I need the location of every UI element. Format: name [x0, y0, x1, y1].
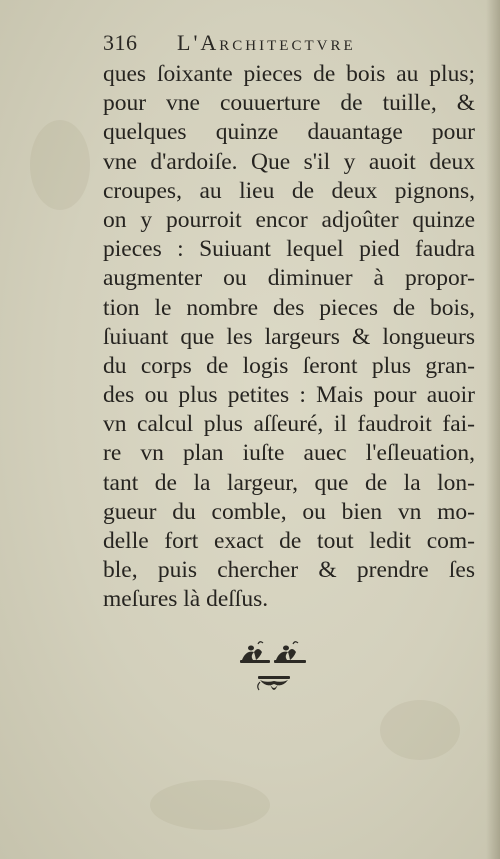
- body-text: [103, 60, 475, 615]
- text-line: tant de la largeur, que de la lon-: [103, 469, 475, 496]
- text-line: augmenter ou diminuer à propor-: [103, 265, 475, 292]
- paper-stain: [150, 780, 270, 830]
- text-line: gueur du comble, ou bien vn mo-: [103, 498, 475, 525]
- text-line: vne d'ardoiſe. Que s'il y auoit deux: [103, 148, 475, 175]
- text-line: meſures là deſſus.: [103, 586, 269, 613]
- paper-stain: [380, 700, 460, 760]
- text-line: on y pourroit encor adjoûter quinze: [103, 206, 475, 233]
- text-line: ble, puis chercher & prendre ſes: [103, 557, 475, 584]
- text-line: tion le nombre des pieces de bois,: [103, 294, 475, 321]
- text-line: quelques quinze dauantage pour: [103, 119, 475, 146]
- text-line: ques ſoixante pieces de bois au plus;: [103, 61, 475, 87]
- printer-ornament-icon: [236, 636, 312, 704]
- text-line: re vn plan iuſte auec l'eſleuation,: [103, 440, 475, 467]
- paper-stain: [30, 120, 90, 210]
- text-line: des ou plus petites : Mais pour auoir: [103, 382, 475, 409]
- page-number: 316: [103, 30, 138, 55]
- text-line: du corps de logis ſeront plus gran-: [103, 352, 475, 379]
- text-line: pieces : Suiuant lequel pied faudra: [103, 236, 475, 263]
- running-title-rest: rchitectvre: [219, 30, 356, 55]
- page-edge-shadow: [486, 0, 500, 859]
- text-line: croupes, au lieu de deux pignons,: [103, 177, 475, 204]
- text-line: ſuiuant que les largeurs & longueurs: [103, 323, 475, 350]
- text-line: vn calcul plus aſſeuré, il faudroit fai-: [103, 411, 475, 438]
- text-line: delle fort exact de tout ledit com-: [103, 528, 475, 554]
- running-title-prefix: L'A: [177, 30, 220, 55]
- text-line: pour vne couuerture de tuille, &: [103, 90, 475, 117]
- running-title: [177, 30, 356, 56]
- page-header: [103, 28, 433, 58]
